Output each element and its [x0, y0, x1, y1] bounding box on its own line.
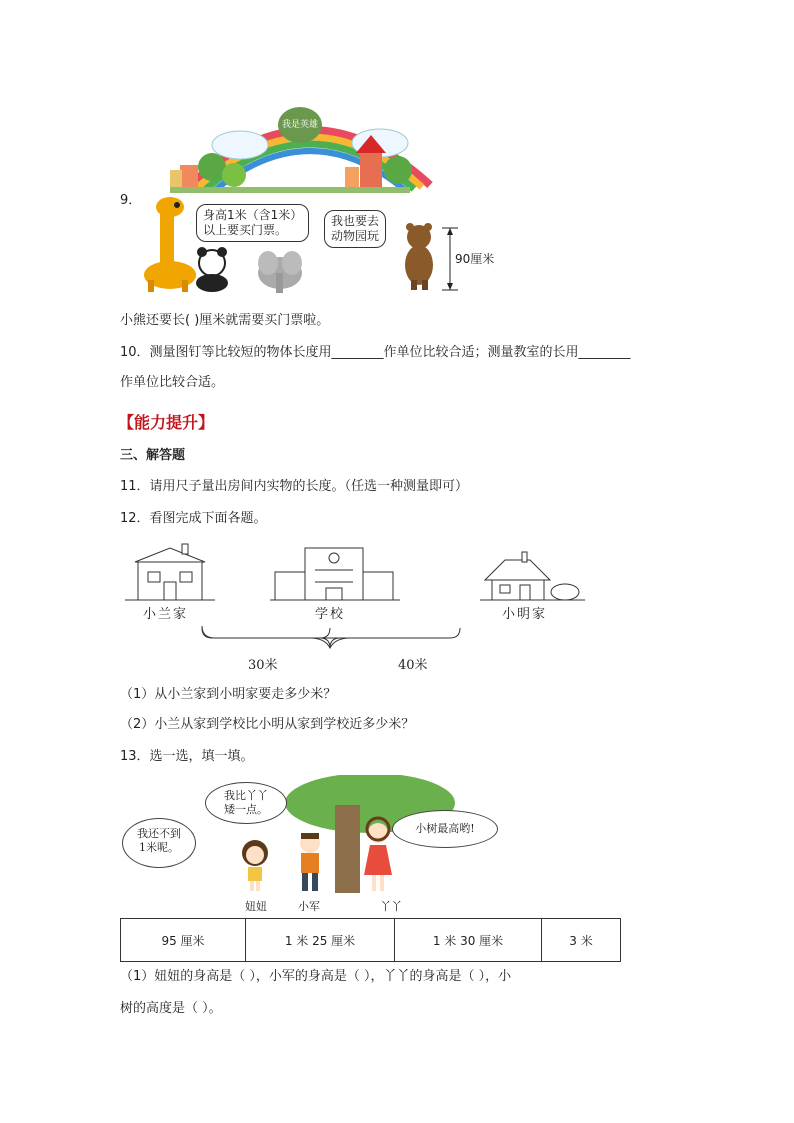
school-building-icon	[275, 548, 393, 600]
q13-text: 13．选一选，填一填。	[120, 749, 254, 764]
label-xiaoming-home: 小明家	[502, 607, 548, 622]
arch-badge: 我是英雄	[278, 107, 322, 143]
option-cell: 1 米 25 厘米	[246, 919, 395, 962]
distance-40m: 40米	[398, 658, 428, 673]
q12-sub1: （1）从小兰家到小明家要走多少米？	[120, 687, 337, 702]
q13-answer-line2: 树的高度是（ ）。	[120, 1001, 222, 1016]
q9-number: 9．	[120, 193, 142, 208]
q12-sub2: （2）小兰从家到学校比小明从家到学校近多少米？	[120, 717, 415, 732]
option-cell: 95 厘米	[121, 919, 246, 962]
table-row	[121, 919, 621, 962]
bear-height-label: 90厘米	[455, 252, 495, 266]
q10-line2: 作单位比较合适。	[120, 375, 225, 390]
name-yaya: 丫丫	[380, 900, 402, 913]
q13-answer-line1: （1）妞妞的身高是（ ），小军的身高是（ ），丫丫的身高是（ ），小	[120, 969, 512, 984]
bear-speech-bubble: 我也要去 动物园玩	[324, 210, 386, 248]
q10-line1: 10．测量图钉等比较短的物体长度用________作单位比较合适；测量教室的长用________	[120, 345, 631, 360]
part-title: 三、解答题	[120, 448, 186, 463]
q12-text: 12．看图完成下面各题。	[120, 511, 267, 526]
distance-30m: 30米	[248, 658, 278, 673]
niuniu-speech-bubble: 我还不到 1米呢。	[122, 818, 196, 868]
q9-question: 小熊还要长( )厘米就需要买门票啦。	[120, 313, 330, 328]
name-niuniu: 妞妞	[245, 900, 267, 913]
xiaolan-house-icon	[135, 544, 205, 600]
yaya-speech-bubble: 小树最高哟!	[392, 810, 498, 848]
ticket-sign: 身高1米（含1米） 以上要买门票。	[196, 204, 309, 242]
xiaojun-speech-bubble: 我比丫丫 矮一点。	[205, 782, 287, 824]
section-title: 【能力提升】	[118, 413, 215, 432]
xiaoming-house-icon	[485, 552, 579, 600]
name-xiaojun: 小军	[298, 900, 320, 913]
height-options-table	[120, 918, 621, 962]
option-cell: 1 米 30 厘米	[395, 919, 542, 962]
q11-text: 11．请用尺子量出房间内实物的长度。（任选一种测量即可）	[120, 479, 469, 494]
label-xiaolan-home: 小兰家	[143, 607, 189, 622]
option-cell: 3 米	[542, 919, 621, 962]
label-school: 学校	[315, 607, 346, 622]
